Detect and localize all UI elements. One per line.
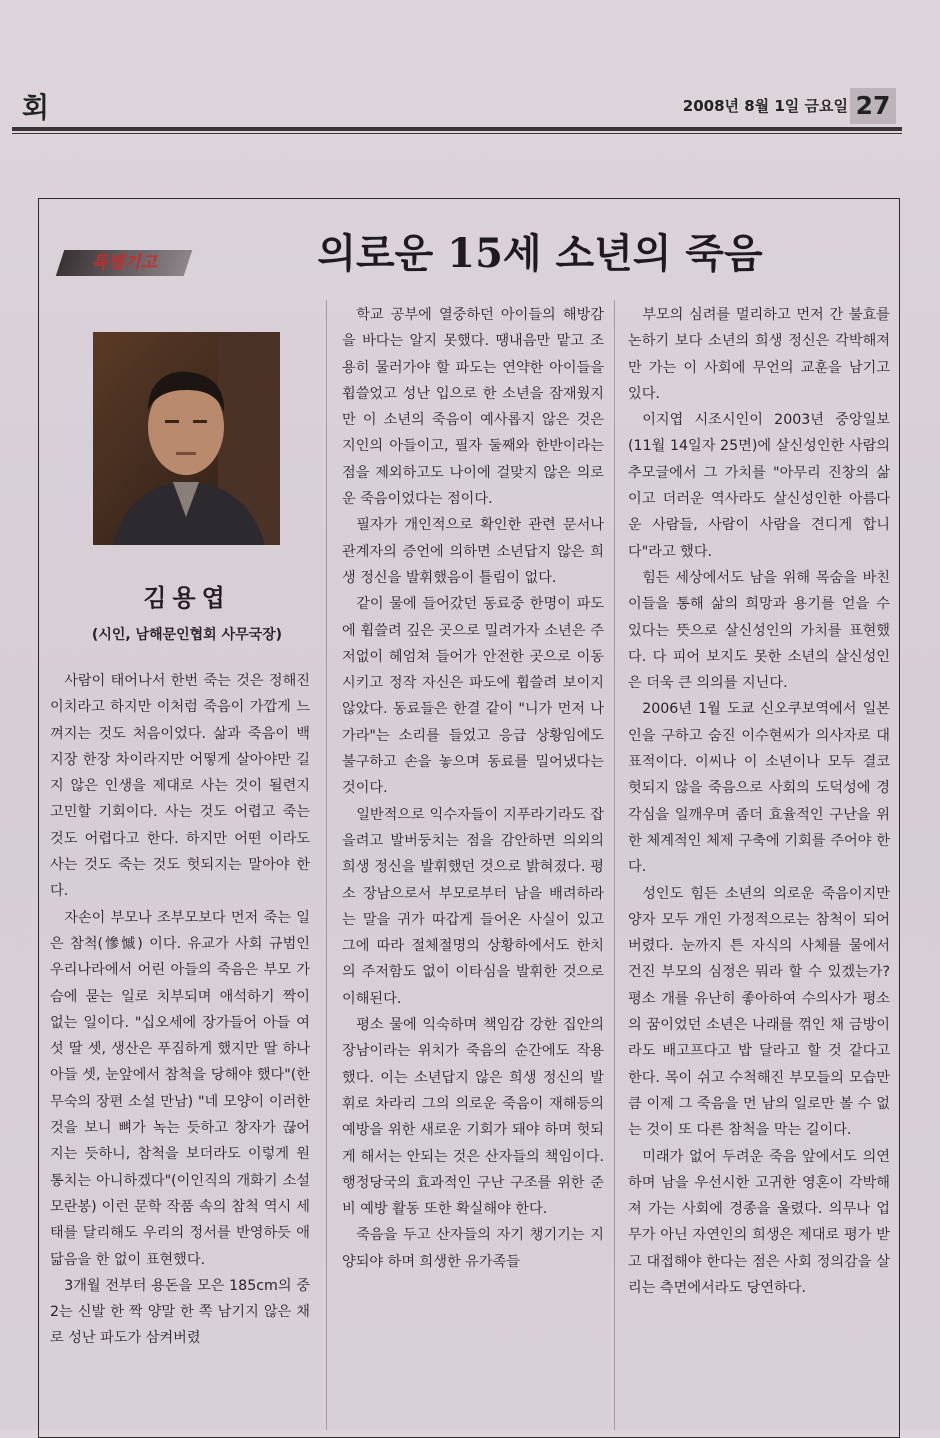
paragraph: 학교 공부에 열중하던 아이들의 해방감을 바다는 알지 못했다. 땡내음만 맡고 조용히 물러가야 할 파도는 연약한 아이들을 휩쓸었고 성난 입으로 한 소년을 잠재웠지만 이 소년의 죽음이 예사롭지 않은 것은 지인의 아들이고, 필자 둘째와 한반이라는 점을 제외하고도 나이에 걸맞지 않은 의로운 죽음이었다는 점이다.: [342, 307, 604, 508]
page-number: 27: [850, 88, 896, 124]
paragraph: 필자가 개인적으로 확인한 관련 문서나 관계자의 증언에 의하면 소년답지 않은 희생 정신을 발휘했음이 틀림이 없다.: [342, 517, 604, 586]
column-divider: [614, 300, 615, 1430]
paragraph: 평소 물에 익숙하며 책임감 강한 집안의 장남이라는 위치가 죽음의 순간에도 작용했다. 이는 소년답지 않은 희생 정신의 발휘로 차라리 그의 의로운 죽음이 재해등의 예방을 위한 새로운 기회가 돼야 하며 헛되게 해서는 안되는 것은 산자들의 책임이다. 행정당국의 효과적인 구난 구조를 위한 준비 예방 활동 또한 확실해야 한다.: [342, 1017, 604, 1218]
header-rule-thin: [12, 133, 902, 134]
badge-label: 특별기고: [91, 253, 157, 273]
header-rule: [12, 127, 902, 131]
article-column-1: [50, 668, 310, 1432]
paragraph: 같이 물에 들어갔던 동료중 한명이 파도에 휩쓸려 깊은 곳으로 밀려가자 소년은 주저없이 헤엄쳐 들어가 안전한 곳으로 이동시키고 정작 자신은 파도에 휩쓸려 보이지 않았다. 동료들은 한결 같이 "니가 먼저 나가라"는 소리를 들었고 응급 상황임에도 불구하고 손을 놓으며 동료를 밀어냈다는 것이다.: [342, 596, 604, 797]
column-divider: [326, 300, 327, 1430]
article-title: 의로운 15세 소년의 죽음: [317, 230, 763, 277]
author-photo: [93, 332, 280, 545]
paragraph: 힘든 세상에서도 남을 위해 목숨을 바친 이들을 통해 삶의 희망과 용기를 얻을 수 있다는 뜻으로 살신성인의 가치를 표현했다. 다 피어 보지도 못한 소년의 살신성인은 더욱 큰 의의를 지닌다.: [628, 569, 890, 692]
paragraph: 부모의 심려를 멀리하고 먼저 간 불효를 논하기 보다 소년의 희생 정신은 각박해져만 가는 이 사회에 무언의 교훈을 남기고 있다.: [628, 307, 890, 402]
paragraph: 3개월 전부터 용돈을 모은 185cm의 중2는 신발 한 짝 양말 한 쪽 남기지 않은 채로 성난 파도가 삼켜버렸: [50, 1277, 310, 1347]
paragraph: 미래가 없어 두려운 죽음 앞에서도 의연하며 남을 우선시한 고귀한 영혼이 각박해져 가는 사회에 경종을 울렸다. 의무나 업무가 아닌 자연인의 희생은 제대로 평가 받고 대접해야 한다는 점은 사회 정의감을 살리는 측면에서라도 당연하다.: [628, 1148, 890, 1296]
paragraph: 이지엽 시조시인이 2003년 중앙일보(11월 14일자 25면)에 살신성인한 사람의 추모글에서 그 가치를 "아무리 진창의 삶이고 더러운 역사라도 살신성인한 아름다운 사람들, 사람이 사람을 견디게 합니다"라고 했다.: [628, 412, 890, 560]
paragraph: 일반적으로 익수자들이 지푸라기라도 잡을려고 발버둥치는 점을 감안하면 의외의 희생 정신을 발휘했던 것으로 밝혀졌다. 평소 장남으로서 부모로부터 남을 배려하라는 말을 귀가 따갑게 들어온 사실이 있고 그에 따라 절체절명의 상황하에서도 한치의 주저함도 없이 이타심을 발휘한 것으로 이해된다.: [342, 806, 604, 1007]
paragraph: 성인도 힘든 소년의 의로운 죽음이지만 양자 모두 개인 가정적으로는 참척이 되어 버렸다. 눈까지 튼 자식의 사체를 물에서 건진 부모의 심정은 뭐라 할 수 있겠는가? 평소 개를 유난히 좋아하여 수의사가 평소의 꿈이었던 소년은 나래를 꺾인 채 금방이라도 배고프다고 밥 달라고 할 것 같다고 한다. 목이 쉬고 수척해진 부모들의 모습만큼 이제 그 죽음을 먼 남의 일로만 볼 수 없는 것이 또 다른 참척을 막는 길이다.: [628, 885, 890, 1139]
paragraph: 사람이 태어나서 한번 죽는 것은 정해진 이치라고 하지만 이처럼 죽음이 가깝게 느껴지는 것도 처음이었다. 삶과 죽음이 백지장 한장 차이라지만 어떻게 살아야만 길지 않은 인생을 제대로 사는 것이 될련지 고민할 기회이다. 사는 것도 어렵고 죽는 것도 어렵다고 한다. 하지만 어떤 이라도 사는 것도 죽는 것도 헛되지는 말아야 한다.: [50, 673, 310, 900]
paragraph: 자손이 부모나 조부모보다 먼저 죽는 일은 참척(慘慽) 이다. 유교가 사회 규범인 우리나라에서 어린 아들의 죽음은 부모 가슴에 묻는 일로 치부되며 애석하기 짝이 없는 일이다. "십오세에 장가들어 아들 여섯 딸 셋, 생산은 푸짐하게 했지만 딸 하나 아들 셋, 눈앞에서 참척을 당해야 했다"(한무숙의 장편 소설 만남) "네 모양이 이러한 것을 보니 뼈가 녹는 듯하고 창자가 끊어지는 듯하니, 참척을 보더라도 이렇게 원통치는 아니하겠다"(이인직의 개화기 소설 모란봉) 이런 문학 작품 속의 참척 역시 세태를 달리해도 우리의 정서를 반영하듯 애닯음을 한 없이 표현했다.: [50, 909, 310, 1268]
article-column-2: [342, 302, 604, 1432]
author-role: (시인, 남해문인협회 사무국장): [91, 627, 283, 643]
dateline: 2008년 8월 1일 금요일: [682, 97, 848, 115]
portrait-image: [93, 332, 280, 545]
paragraph: 2006년 1월 도쿄 신오쿠보역에서 일본인을 구하고 숨진 이수현씨가 의사자로 대표적이다. 이씨나 이 소년이나 모두 결코 헛되지 않을 죽음으로 사회의 도덕성에 경각심을 일깨우며 좀더 효율적인 구난을 위한 체계적인 체제 구축에 기회를 주어야 한다.: [628, 701, 890, 876]
special-contribution-badge: [56, 250, 192, 276]
paragraph: 죽음을 두고 산자들의 자기 챙기기는 지양되야 하며 희생한 유가족들: [342, 1227, 604, 1270]
article-column-3: [628, 302, 890, 1432]
section-label: 회: [22, 91, 50, 124]
author-name: 김용엽: [143, 583, 231, 612]
